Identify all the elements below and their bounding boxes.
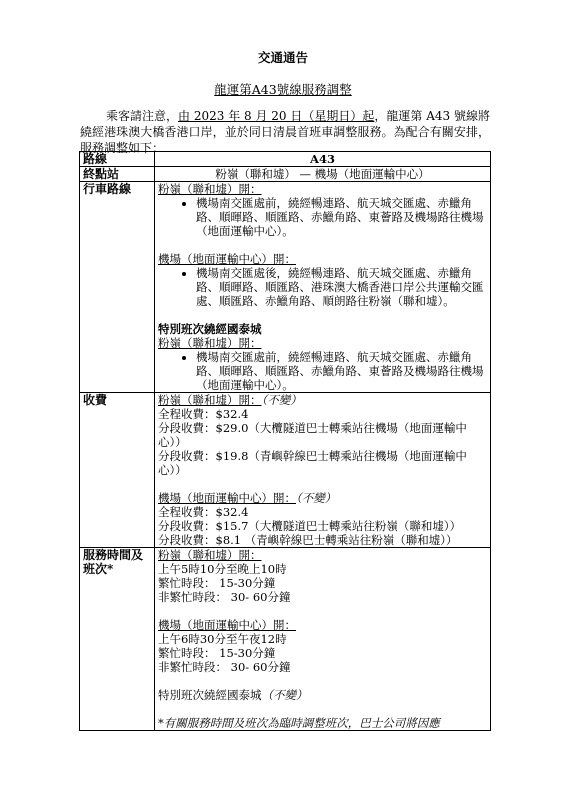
service-line: 上午6時30分至午夜12時 — [158, 632, 287, 646]
routing-dir1-item: • 機場南交匯處前，繞經暢連路、航天城交匯處、赤鱲角路、順暉路、順匯路、赤鱲角路、東薈路及機場路往機場（地面運輸中心）。 — [196, 196, 487, 238]
terminus-row — [80, 167, 491, 182]
fare-line: 全程收費：$32.4 — [158, 407, 249, 421]
routing-special-heading: 特別班次繞經國泰城 — [158, 322, 262, 336]
service-label: 服務時間及班次* — [80, 548, 155, 731]
service-details — [155, 548, 491, 731]
routing-details — [155, 182, 491, 393]
service-dir2-heading: 機場（地面運輸中心）開： — [158, 618, 296, 632]
routing-dir2-list — [158, 266, 487, 308]
fare-line: 分段收費：$19.8（青嶼幹線巴士轉乘站往機場（地面運輸中心）） — [158, 449, 467, 477]
service-row — [80, 548, 491, 731]
fare-line: 分段收費：$29.0（大欖隧道巴士轉乘站往機場（地面運輸中心）） — [158, 421, 467, 449]
intro-effective-date: 由 2023 年 8 月 20 日（星期日）起 — [178, 109, 375, 123]
route-value: A43 — [155, 152, 491, 167]
service-line: 非繁忙時段： 30- 60分鐘 — [158, 590, 291, 604]
routing-dir1-list — [158, 196, 487, 238]
intro-suffix: ，龍運第 A43 號線將繞經港珠澳大橋香港口岸，並於同日清晨首班車調整服務。為配合有關安排，服務調整如下： — [80, 109, 490, 155]
fare-details — [155, 393, 491, 548]
route-label: 路線 — [80, 152, 155, 167]
routing-label: 行車路線 — [80, 182, 155, 393]
service-special: 特別班次繞經國泰城 — [158, 688, 262, 702]
fare-dir1-heading: 粉嶺（聯和墟）開： — [158, 393, 262, 407]
routing-dir2-heading: 機場（地面運輸中心）開： — [158, 252, 296, 266]
service-footnote: *有關服務時間及班次為臨時調整班次，巴士公司將因應 — [158, 716, 440, 730]
routing-special-dir-heading: 粉嶺（聯和墟）開： — [158, 336, 262, 350]
notice-title: 交通通告 — [257, 50, 308, 65]
routing-dir1-heading: 粉嶺（聯和墟）開： — [158, 182, 262, 196]
fare-dir1-heading-line — [158, 393, 487, 407]
terminus-value: 粉嶺（聯和墟） — 機場（地面運輸中心） — [155, 167, 491, 182]
fare-dir2-note: （不變） — [296, 491, 337, 505]
service-special-note: （不變） — [261, 688, 308, 702]
notice-subtitle: 龍運第A43號線服務調整 — [214, 82, 352, 97]
service-line: 繁忙時段： 15-30分鐘 — [158, 576, 276, 590]
service-table — [79, 151, 491, 731]
intro-prefix: 乘客請注意， — [106, 109, 179, 123]
fare-row — [80, 393, 491, 548]
service-line: 非繁忙時段： 30- 60分鐘 — [158, 660, 291, 674]
fare-line: 分段收費：$15.7（大欖隧道巴士轉乘站往粉嶺（聯和墟）） — [158, 519, 462, 533]
fare-line: 分段收費：$8.1 （青嶼幹線巴士轉乘站往粉嶺（聯和墟）） — [158, 533, 458, 547]
service-dir1-heading: 粉嶺（聯和墟）開： — [158, 548, 262, 562]
fare-dir2-heading-line — [158, 491, 487, 505]
routing-row — [80, 182, 491, 393]
fare-dir1-note: （不變） — [261, 393, 302, 407]
fare-label: 收費 — [80, 393, 155, 548]
fare-line: 全程收費：$32.4 — [158, 505, 249, 519]
terminus-label: 終點站 — [80, 167, 155, 182]
service-line: 繁忙時段： 15-30分鐘 — [158, 646, 276, 660]
service-special-line — [158, 688, 487, 702]
fare-dir2-heading: 機場（地面運輸中心）開： — [158, 491, 296, 505]
routing-special-list — [158, 350, 487, 392]
route-row — [80, 152, 491, 167]
routing-dir2-item: • 機場南交匯處後，繞經暢連路、航天城交匯處、赤鱲角路、順暉路、順匯路、港珠澳大橋香港口岸公共運輸交匯處、順匯路、赤鱲角路、順朗路往粉嶺（聯和墟）。 — [196, 266, 487, 308]
intro-paragraph — [80, 108, 490, 156]
service-line: 上午5時10分至晚上10時 — [158, 562, 287, 576]
routing-special-item: • 機場南交匯處前，繞經暢連路、航天城交匯處、赤鱲角路、順暉路、順匯路、赤鱲角路、東薈路及機場路往機場（地面運輸中心）。 — [196, 350, 487, 392]
